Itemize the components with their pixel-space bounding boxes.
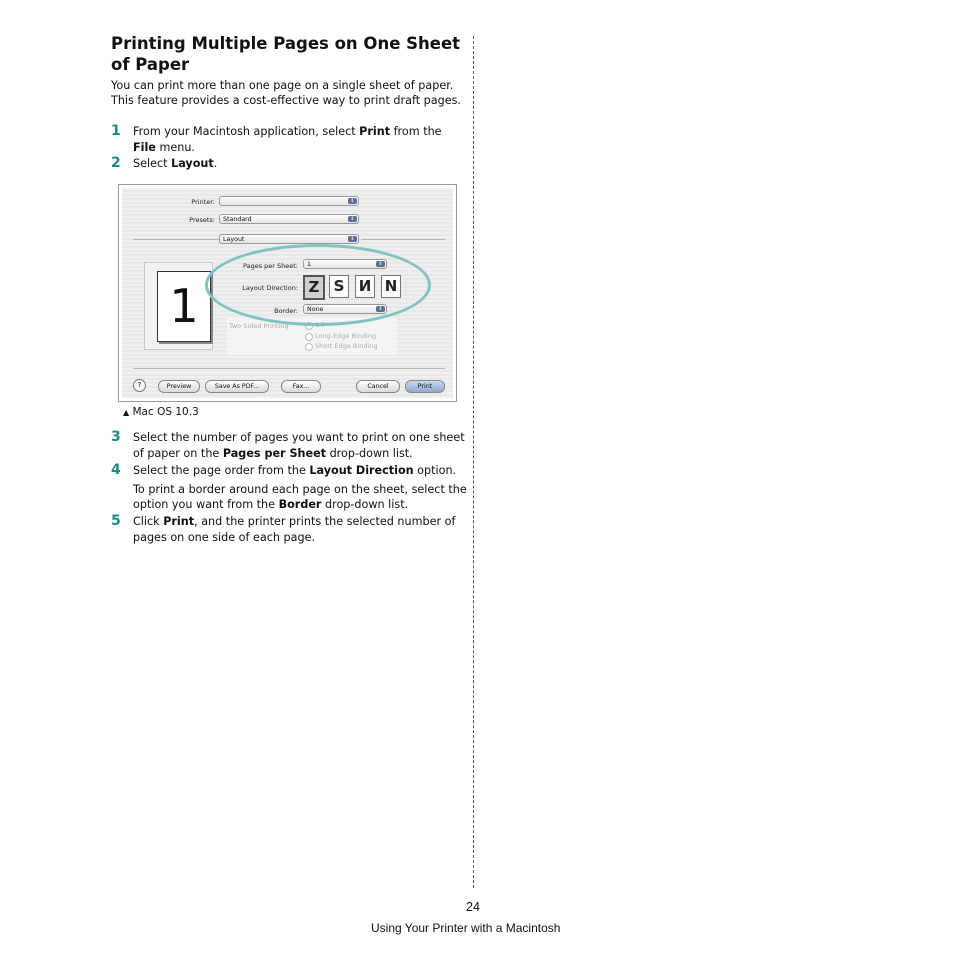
triangle-icon: ▲ (123, 408, 130, 417)
preview-button: Preview (158, 380, 200, 393)
step-text: Select Layout. (133, 157, 218, 170)
two-sided-option: Long-Edge Binding (315, 332, 377, 340)
layout-s-icon: S (329, 275, 349, 298)
step-text: Select the page order from the Layout Direction option. (133, 464, 457, 477)
pages-per-sheet-label: Pages per Sheet: (242, 262, 298, 270)
layout-n-icon: N (381, 275, 401, 298)
popup-arrow-icon: ⇕ (376, 261, 385, 267)
figure-caption: ▲ Mac OS 10.3 (123, 406, 199, 418)
step-number: 3 (111, 429, 121, 445)
step-number: 4 (111, 462, 121, 478)
page-title: Printing Multiple Pages on One Sheet of Paper (111, 34, 461, 74)
preview-page: 1 (157, 271, 211, 342)
intro-paragraph: You can print more than one page on a single sheet of paper. This feature provides a cost-effective way to print draft pages. (111, 79, 461, 107)
popup-arrow-icon: ⇕ (348, 236, 357, 242)
save-as-pdf-button: Save As PDF... (205, 380, 269, 393)
step-number: 2 (111, 155, 121, 171)
fax-button: Fax... (281, 380, 321, 393)
border-popup: None ⇕ (303, 304, 387, 314)
step-text: Click Print, and the printer prints the selected number of pages on one side of each page. (133, 515, 456, 544)
border-label: Border: (274, 307, 298, 315)
help-icon: ? (133, 379, 146, 392)
separator (361, 239, 445, 240)
popup-arrow-icon: ⇕ (348, 216, 357, 222)
radio-icon (305, 343, 313, 351)
cancel-button: Cancel (356, 380, 400, 393)
step-number: 5 (111, 513, 121, 529)
two-sided-option: Short Edge Binding (315, 342, 378, 350)
print-button: Print (405, 380, 445, 393)
layout-preview (144, 262, 213, 350)
presets-label: Presets: (189, 216, 215, 224)
printer-label: Printer: (191, 198, 215, 206)
page-footer: Using Your Printer with a Macintosh (371, 921, 561, 935)
layout-reverse-n-icon: И (355, 275, 375, 298)
step-number: 1 (111, 123, 121, 139)
step-text: Select the number of pages you want to print on one sheet of paper on the Pages per Sheet drop-down list. (133, 431, 465, 460)
two-sided-option: Off (315, 321, 325, 329)
popup-arrow-icon: ⇕ (348, 198, 357, 204)
separator (133, 368, 445, 369)
printer-popup (219, 196, 359, 206)
page-number: 24 (466, 900, 480, 914)
layout-z-icon: Z (303, 275, 325, 300)
step-note: To print a border around each page on the sheet, select the option you want from the Border drop-down list. (133, 483, 467, 511)
highlight-ellipse (205, 244, 431, 326)
step-text: From your Macintosh application, select Print from the File menu. (133, 125, 442, 154)
panel-popup: Layout ⇕ (219, 234, 359, 244)
presets-popup: Standard ⇕ (219, 214, 359, 224)
popup-arrow-icon: ⇕ (376, 306, 385, 312)
two-sided-label: Two Sided Printing (229, 322, 289, 330)
layout-direction-label: Layout Direction: (242, 284, 298, 292)
radio-icon (305, 333, 313, 341)
column-divider (473, 36, 474, 888)
separator (133, 239, 219, 240)
pages-per-sheet-popup: 1 ⇕ (303, 259, 387, 269)
